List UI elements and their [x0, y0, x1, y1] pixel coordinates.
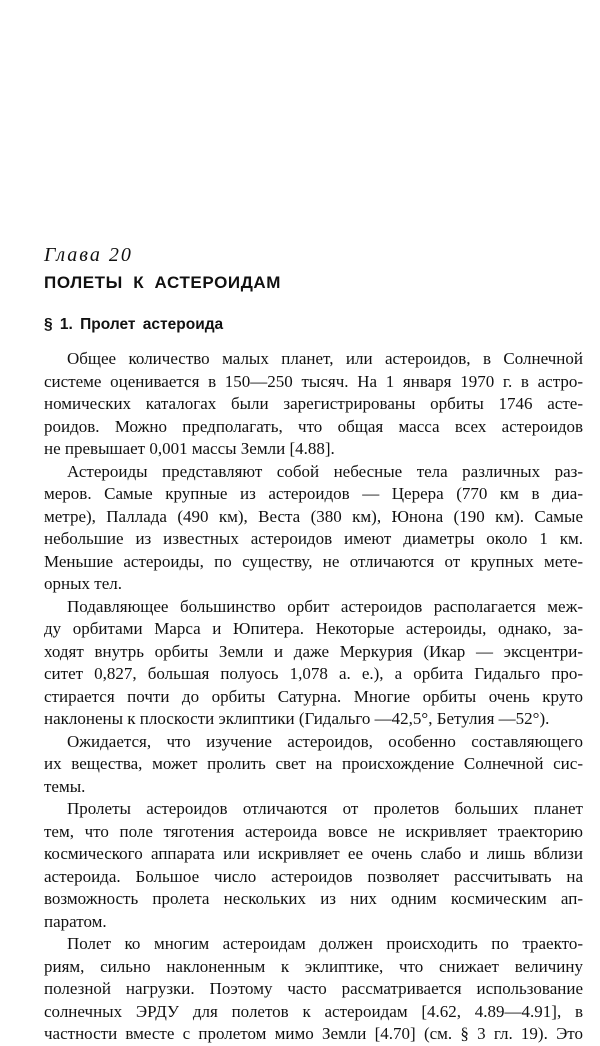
- text-line: меров. Самые крупные из астероидов — Церера (770 км в диа-: [44, 484, 583, 503]
- text-line: риям, сильно наклоненным к эклиптике, что снижает величину: [44, 956, 583, 976]
- text-line: космического аппарата или искривляет ее очень слабо и лишь вблизи: [44, 844, 583, 863]
- text-line: возможность пролета нескольких из них одним космическим ап-: [44, 889, 583, 908]
- text-line: роидов. Можно предполагать, что общая масса всех астероидов: [44, 416, 583, 436]
- text-line: Пролеты астероидов отличаются от пролетов больших планет: [67, 799, 583, 818]
- text-line: темы.: [44, 776, 86, 796]
- text-line: солнечных ЭРДУ для полетов к астероидам [4.62, 4.89—4.91], в: [44, 1001, 583, 1021]
- text-line: Ожидается, что изучение астероидов, особенно составляющего: [67, 731, 583, 751]
- text-line: номических каталогах были зарегистрированы орбиты 1746 асте-: [44, 394, 583, 413]
- text-line: паратом.: [44, 911, 107, 931]
- chapter-label: Глава 20: [44, 244, 133, 266]
- text-line: не превышает 0,001 массы Земли [4.88].: [44, 439, 335, 458]
- text-line: метре), Паллада (490 км), Веста (380 км), Юнона (190 км). Самые: [44, 506, 583, 526]
- text-line: ходят внутрь орбиты Земли и даже Меркурия (Икар — эксцентри-: [44, 641, 583, 661]
- text-line: системе оценивается в 150—250 тысяч. На 1 января 1970 г. в астро-: [44, 371, 583, 391]
- text-line: Астероиды представляют собой небесные тела различных раз-: [67, 461, 583, 481]
- text-line: наклонены к плоскости эклиптики (Гидальго —42,5°, Бетулия —52°).: [44, 709, 550, 728]
- text-line: Полет ко многим астероидам должен происходить по траекто-: [67, 934, 583, 953]
- text-line: Подавляющее большинство орбит астероидов располагается меж-: [67, 596, 583, 616]
- text-line: частности вместе с пролетом мимо Земли [4.70] (см. § 3 гл. 19). Это: [44, 1024, 583, 1043]
- text-line: орных тел.: [44, 574, 122, 593]
- text-line: тем, что поле тяготения астероида вовсе не искривляет траекторию: [44, 821, 583, 841]
- text-line: их вещества, может пролить свет на происхождение Солнечной сис-: [44, 754, 583, 773]
- text-line: ситет 0,827, большая полуось 1,078 а. е.), а орбита Гидальго про-: [44, 664, 583, 683]
- text-line: ду орбитами Марса и Юпитера. Некоторые астероиды, однако, за-: [44, 619, 583, 638]
- chapter-title: ПОЛЕТЫ К АСТЕРОИДАМ: [44, 273, 282, 292]
- text-line: Меньшие астероиды, по существу, не отличаются от крупных мете-: [44, 551, 583, 571]
- text-line: астероида. Большое число астероидов позволяет рассчитывать на: [44, 866, 583, 886]
- text-line: Общее количество малых планет, или астероидов, в Солнечной: [67, 349, 583, 368]
- text-line: стирается почти до орбиты Сатурна. Многие орбиты очень круто: [44, 686, 583, 706]
- section-title: § 1. Пролет астероида: [44, 316, 224, 333]
- body-text: [44, 348, 583, 1046]
- text-line: небольшие из известных астероидов имеют диаметры около 1 км.: [44, 529, 583, 548]
- text-line: полезной нагрузки. Поэтому часто рассматривается использование: [44, 979, 583, 998]
